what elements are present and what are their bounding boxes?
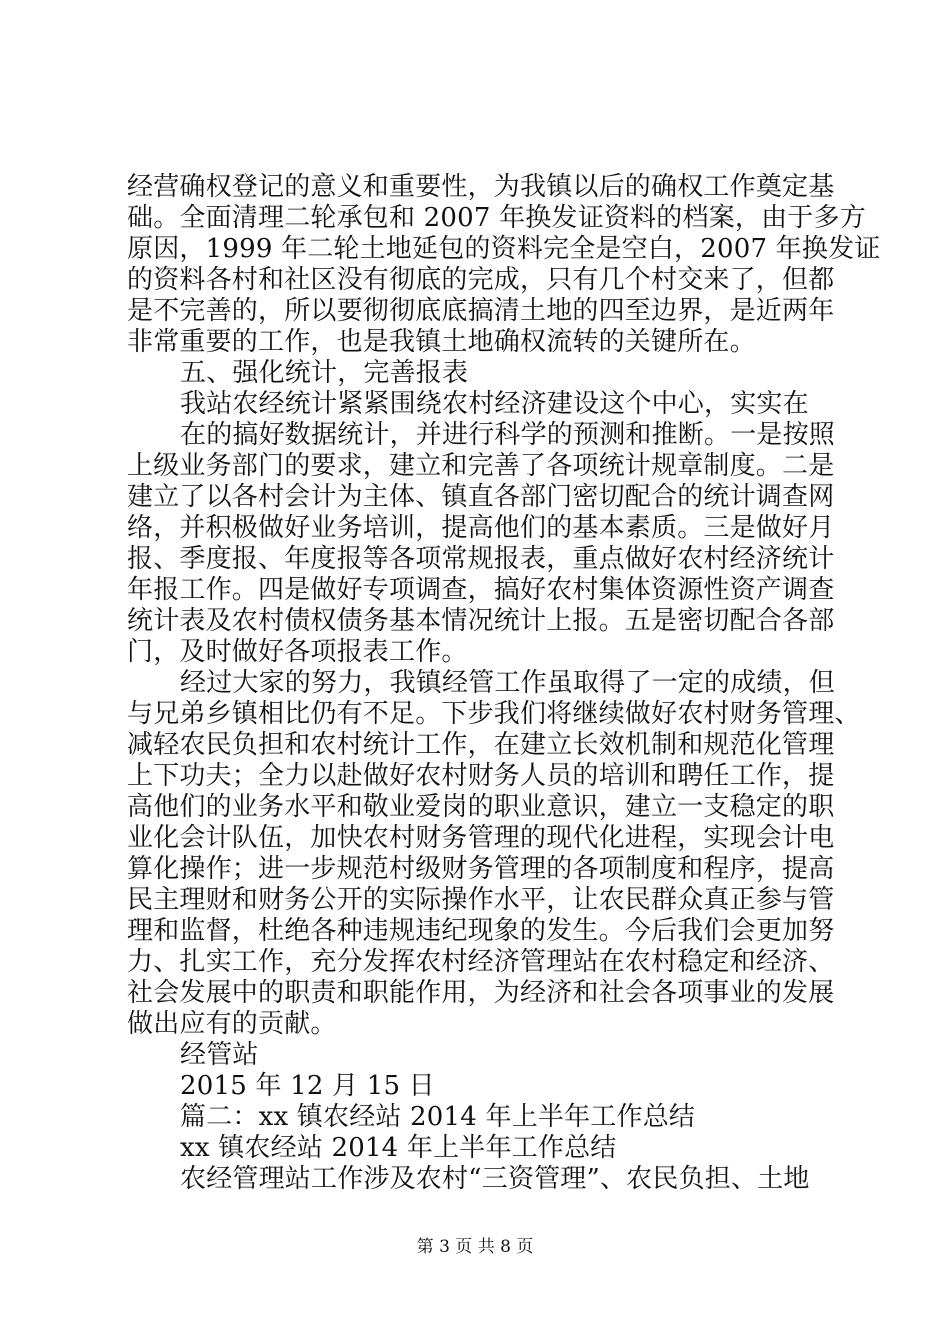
text-line: 业化会计队伍，加快农村财务管理的现代化进程，实现会计电 bbox=[127, 823, 835, 853]
page-footer: 第 3 页 共 8 页 bbox=[416, 1237, 534, 1257]
text-line: 报、季度报、年度报等各项常规报表，重点做好农村经济统计 bbox=[127, 544, 835, 574]
text-line: 算化操作；进一步规范村级财务管理的各项制度和程序，提高 bbox=[127, 854, 835, 884]
text-line: 是不完善的，所以要彻彻底底搞清土地的四至边界，是近两年 bbox=[127, 296, 835, 326]
text-line: 力、扎实工作，充分发挥农村经济管理站在农村稳定和经济、 bbox=[127, 947, 835, 977]
text-line: 年报工作。四是做好专项调查，搞好农村集体资源性资产调查 bbox=[127, 575, 835, 605]
text-line: 门，及时做好各项报表工作。 bbox=[127, 637, 468, 667]
text-line: 农经管理站工作涉及农村“三资管理”、农民负担、土地 bbox=[180, 1164, 810, 1194]
text-line: 原因，1999 年二轮土地延包的资料完全是空白，2007 年换发证 bbox=[127, 234, 881, 264]
text-line: 我站农经统计紧紧围绕农村经济建设这个中心，实实在 bbox=[180, 389, 809, 419]
text-line: 理和监督，杜绝各种违规违纪现象的发生。今后我们会更加努 bbox=[127, 916, 835, 946]
signature-date: 2015 年 12 月 15 日 bbox=[180, 1071, 435, 1101]
text-line: 络，并积极做好业务培训，提高他们的基本素质。三是做好月 bbox=[127, 513, 835, 543]
text-line: 统计表及农村债权债务基本情况统计上报。五是密切配合各部 bbox=[127, 606, 835, 636]
text-line: 上级业务部门的要求，建立和完善了各项统计规章制度。二是 bbox=[127, 451, 835, 481]
text-line: 非常重要的工作，也是我镇土地确权流转的关键所在。 bbox=[127, 327, 756, 357]
text-line: 在的搞好数据统计，并进行科学的预测和推断。一是按照 bbox=[180, 420, 836, 450]
text-line: 的资料各村和社区没有彻底的完成，只有几个村交来了，但都 bbox=[127, 265, 835, 295]
text-line: 与兄弟乡镇相比仍有不足。下步我们将继续做好农村财务管理、 bbox=[127, 699, 861, 729]
text-line: 经营确权登记的意义和重要性，为我镇以后的确权工作奠定基 bbox=[127, 172, 835, 202]
section-heading: 五、强化统计，完善报表 bbox=[180, 358, 469, 388]
text-line: 民主理财和财务公开的实际操作水平，让农民群众真正参与管 bbox=[127, 885, 835, 915]
text-line: 做出应有的贡献。 bbox=[127, 1009, 337, 1039]
text-line: 高他们的业务水平和敬业爱岗的职业意识，建立一支稳定的职 bbox=[127, 792, 835, 822]
text-line: 经过大家的努力，我镇经管工作虽取得了一定的成绩，但 bbox=[180, 668, 836, 698]
text-line: 社会发展中的职责和职能作用，为经济和社会各项事业的发展 bbox=[127, 978, 835, 1008]
signature-org: 经管站 bbox=[180, 1040, 259, 1070]
text-line: 上下功夫；全力以赴做好农村财务人员的培训和聘任工作，提 bbox=[127, 761, 835, 791]
article-title: 篇二：xx 镇农经站 2014 年上半年工作总结 bbox=[180, 1102, 696, 1132]
text-line: 建立了以各村会计为主体、镇直各部门密切配合的统计调查网 bbox=[127, 482, 835, 512]
article-subtitle: xx 镇农经站 2014 年上半年工作总结 bbox=[180, 1133, 617, 1163]
text-line: 础。全面清理二轮承包和 2007 年换发证资料的档案，由于多方 bbox=[127, 203, 866, 233]
text-line: 减轻农民负担和农村统计工作，在建立长效机制和规范化管理 bbox=[127, 730, 835, 760]
